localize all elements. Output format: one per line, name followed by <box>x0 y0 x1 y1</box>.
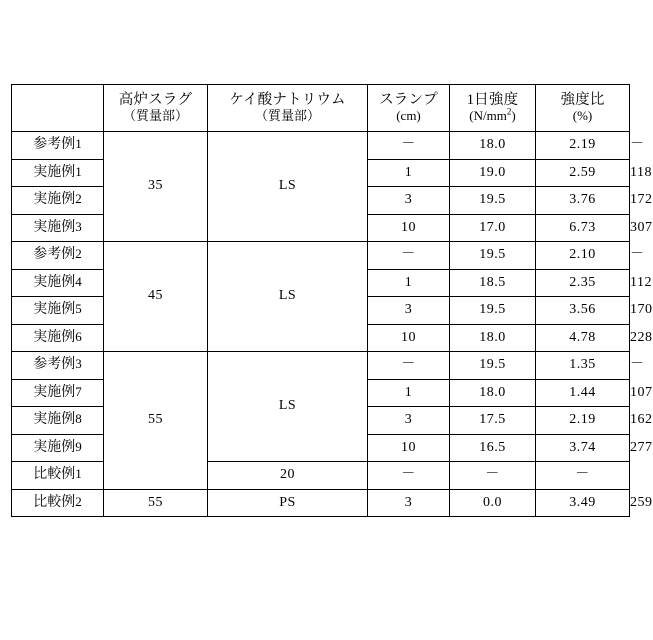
cell-slump: － <box>368 462 450 490</box>
cell-slump: 19.5 <box>450 187 536 215</box>
cell-amount: 3 <box>368 297 450 325</box>
cell-amount: 1 <box>368 379 450 407</box>
group-silicate-value: LS <box>208 352 368 462</box>
header-silicate-main: ケイ酸ナトリウム <box>229 91 346 108</box>
cell-slump: 19.5 <box>450 297 536 325</box>
row-label-text: 比較例 <box>33 494 76 510</box>
cell-strength: 3.76 <box>536 187 630 215</box>
cell-amount: 3 <box>368 489 450 517</box>
row-label-text: 参考例 <box>33 137 76 153</box>
row-label-index: 4 <box>75 273 82 289</box>
cell-slump: 19.5 <box>450 352 536 380</box>
header-slag-main: 高炉スラグ <box>118 91 193 108</box>
table-body <box>12 132 653 517</box>
header-slag-sub: （質量部） <box>122 108 188 124</box>
table-row: 参考例3 55 LS － 19.5 1.35 － <box>12 352 630 380</box>
row-label-index: 1 <box>75 466 82 482</box>
row-label <box>12 489 104 517</box>
header-strength-main: 1日強度 <box>466 91 519 108</box>
row-label-text: 実施例 <box>33 302 76 318</box>
group-slag-value: 55 <box>104 352 208 490</box>
row-label-text: 実施例 <box>33 219 76 235</box>
row-label <box>12 132 104 160</box>
cell-strength: 3.56 <box>536 297 630 325</box>
cell-amount: 1 <box>368 269 450 297</box>
table-row: 実施例2 3 19.5 3.76 172 <box>12 187 630 215</box>
row-label <box>12 269 104 297</box>
cell-amount: 10 <box>368 324 450 352</box>
row-label <box>12 214 104 242</box>
header-cell-strength <box>450 85 536 132</box>
row-label-text: 実施例 <box>33 164 76 180</box>
row-label-index: 9 <box>75 438 82 454</box>
table-row: 実施例3 10 17.0 6.73 307 <box>12 214 630 242</box>
table-row: 実施例7 1 18.0 1.44 107 <box>12 379 630 407</box>
header-silicate-sub: （質量部） <box>254 108 320 124</box>
group-silicate-value: LS <box>208 242 368 352</box>
cell-amount: 3 <box>368 407 450 435</box>
cell-amount: － <box>368 352 450 380</box>
cell-strength: 3.74 <box>536 434 630 462</box>
row-label <box>12 242 104 270</box>
table-row: 実施例5 3 19.5 3.56 170 <box>12 297 630 325</box>
row-label <box>12 297 104 325</box>
cell-amount: － <box>368 132 450 160</box>
header-ratio-sub: (%) <box>572 108 593 124</box>
row-label-text: 参考例 <box>33 247 76 263</box>
header-cell-ratio <box>536 85 630 132</box>
cell-amount: 3 <box>368 187 450 215</box>
cell-amount: 10 <box>368 434 450 462</box>
row-label-text: 実施例 <box>33 412 76 428</box>
cell-slump: 17.5 <box>450 407 536 435</box>
cell-slump: 0.0 <box>450 489 536 517</box>
table-row: 実施例9 10 16.5 3.74 277 <box>12 434 630 462</box>
row-label <box>12 159 104 187</box>
cell-amount: 20 <box>208 462 368 490</box>
cell-strength: 2.10 <box>536 242 630 270</box>
cell-amount: 1 <box>368 159 450 187</box>
results-table-container <box>11 84 653 517</box>
table-row: 実施例4 1 18.5 2.35 112 <box>12 269 630 297</box>
header-cell-slump <box>368 85 450 132</box>
cell-amount: 10 <box>368 214 450 242</box>
row-label-index: 7 <box>75 383 82 399</box>
table-row: 実施例6 10 18.0 4.78 228 <box>12 324 630 352</box>
cell-strength: － <box>450 462 536 490</box>
cell-strength: 2.35 <box>536 269 630 297</box>
table-row: 参考例1 35 LS － 18.0 2.19 － <box>12 132 630 160</box>
results-table <box>11 84 653 517</box>
row-label-text: 実施例 <box>33 329 76 345</box>
row-label <box>12 462 104 490</box>
row-label-text: 実施例 <box>33 274 76 290</box>
row-label-index: 3 <box>75 218 82 234</box>
row-label <box>12 187 104 215</box>
row-label-index: 6 <box>75 328 82 344</box>
row-label-index: 3 <box>75 356 82 372</box>
row-label-index: 5 <box>75 301 82 317</box>
row-label-text: 参考例 <box>33 357 76 373</box>
cell-slump: 18.0 <box>450 324 536 352</box>
table-row: 参考例2 45 LS － 19.5 2.10 － <box>12 242 630 270</box>
cell-strength: 3.49 <box>536 489 630 517</box>
header-cell-slag <box>104 85 208 132</box>
row-label <box>12 352 104 380</box>
row-label-text: 実施例 <box>33 192 76 208</box>
cell-ratio: － <box>536 462 630 490</box>
row-label-text: 比較例 <box>33 467 76 483</box>
cell-slump: 16.5 <box>450 434 536 462</box>
row-label-index: 1 <box>75 163 82 179</box>
header-strength-sub: $(N/mm^2)$ <box>469 107 516 124</box>
row-label-text: 実施例 <box>33 439 76 455</box>
table-header <box>12 85 630 132</box>
row-label-index: 1 <box>75 136 82 152</box>
cell-strength: 2.19 <box>536 407 630 435</box>
header-cell-blank <box>12 85 104 132</box>
cell-strength: 1.44 <box>536 379 630 407</box>
cell-strength: 6.73 <box>536 214 630 242</box>
cell-slump: 18.0 <box>450 379 536 407</box>
cell-slump: 18.0 <box>450 132 536 160</box>
row-label-index: 2 <box>75 493 82 509</box>
cell-strength: 4.78 <box>536 324 630 352</box>
header-slump-main: スランプ <box>379 91 438 108</box>
cell-slag: 55 <box>104 489 208 517</box>
row-label-index: 8 <box>75 411 82 427</box>
row-label-text: 実施例 <box>33 384 76 400</box>
group-slag-value: 45 <box>104 242 208 352</box>
cell-strength: 2.19 <box>536 132 630 160</box>
cell-slump: 17.0 <box>450 214 536 242</box>
row-label <box>12 324 104 352</box>
header-row <box>12 85 630 132</box>
header-slump-sub: (cm) <box>396 108 421 124</box>
table-row: 比較例2 55 PS 3 0.0 3.49 259 <box>12 489 630 517</box>
row-label <box>12 379 104 407</box>
row-label-index: 2 <box>75 191 82 207</box>
cell-slump: 18.5 <box>450 269 536 297</box>
table-row: 実施例1 1 19.0 2.59 118 <box>12 159 630 187</box>
group-silicate-value: LS <box>208 132 368 242</box>
table-row: 実施例8 3 17.5 2.19 162 <box>12 407 630 435</box>
cell-silicate: PS <box>208 489 368 517</box>
cell-amount: － <box>368 242 450 270</box>
cell-slump: 19.0 <box>450 159 536 187</box>
cell-strength: 1.35 <box>536 352 630 380</box>
row-label <box>12 434 104 462</box>
cell-slump: 19.5 <box>450 242 536 270</box>
row-label <box>12 407 104 435</box>
header-cell-silicate <box>208 85 368 132</box>
cell-strength: 2.59 <box>536 159 630 187</box>
header-ratio-main: 強度比 <box>560 91 605 108</box>
row-label-index: 2 <box>75 246 82 262</box>
group-slag-value: 35 <box>104 132 208 242</box>
